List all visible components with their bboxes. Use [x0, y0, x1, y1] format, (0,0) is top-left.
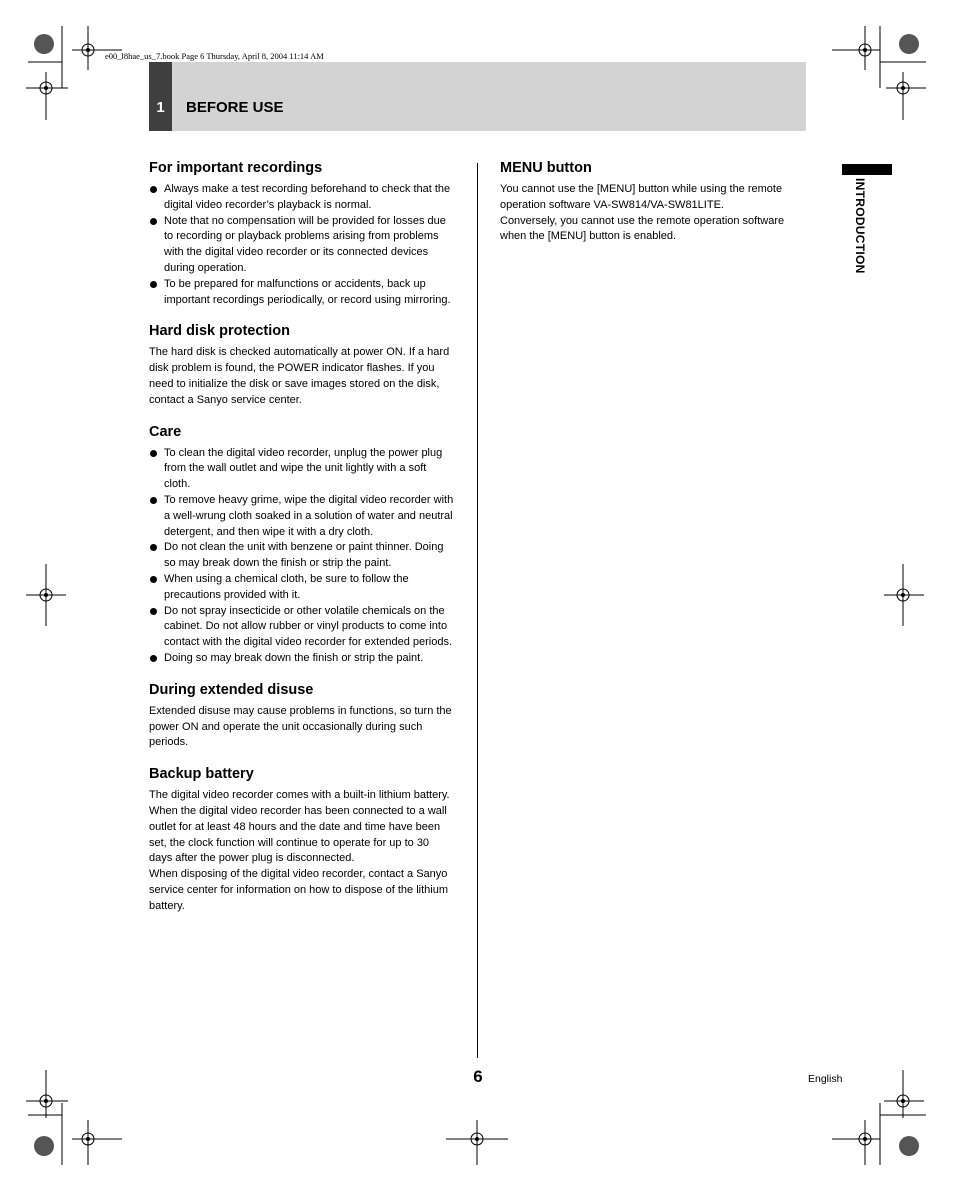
chapter-header-band [149, 62, 806, 131]
paragraph: Extended disuse may cause problems in functions, so turn the power ON and operate the unit occasionally during such periods. [149, 704, 452, 749]
paragraph: When disposing of the digital video recorder, contact a Sanyo service center for information on how to dispose of the lithium battery. [149, 868, 448, 912]
paragraph: Conversely, you cannot use the remote operation software when the [MENU] button is enabled. [500, 214, 785, 243]
bullet-icon [150, 655, 157, 662]
chapter-title: BEFORE USE [186, 99, 284, 116]
list-item: When using a chemical cloth, be sure to follow the precautions provided with it. [149, 572, 455, 604]
bullet-icon [150, 186, 157, 193]
list-item: Note that no compensation will be provided for losses due to recording or playback problems arising from problems with the digital video recorder or its connected devices during operation. [149, 214, 455, 277]
column-divider [477, 163, 478, 1058]
bullet-icon [150, 218, 157, 225]
list-item: To clean the digital video recorder, unplug the power plug from the wall outlet and wipe the unit lightly with a soft cloth. [149, 446, 455, 493]
section-menu-button [500, 159, 806, 245]
side-tab-bar [842, 164, 892, 175]
right-column [500, 159, 806, 259]
section-important-recordings [149, 159, 455, 308]
section-heading: For important recordings [149, 160, 323, 176]
bullet-list [149, 446, 455, 667]
section-heading: Hard disk protection [149, 323, 290, 340]
bullet-list [149, 182, 455, 308]
section-heading: Care [149, 423, 182, 440]
section-heading: Backup battery [149, 766, 254, 783]
section-heading: MENU button [500, 160, 592, 176]
bullet-icon [150, 608, 157, 615]
left-column [149, 159, 455, 928]
chapter-number: 1 [156, 99, 165, 116]
bullet-icon [150, 497, 157, 504]
file-info: e00_l8hae_us_7.book Page 6 Thursday, April 8, 2004 11:14 AM [105, 51, 324, 61]
side-tab-label: INTRODUCTION [853, 178, 867, 274]
list-item: Do not clean the unit with benzene or paint thinner. Doing so may break down the finish or strip the paint. [149, 540, 455, 572]
paragraph: The digital video recorder comes with a built-in lithium battery. When the digital video recorder has been connected to a wall outlet for at least 48 hours and the date and time have been set, the clock function will continue to operate for up to 30 days after the power plug is disconnected. [149, 789, 450, 865]
section-extended-disuse [149, 681, 455, 751]
list-item: To remove heavy grime, wipe the digital video recorder with a well-wrung cloth soaked in a solution of water and neutral detergent, and then wipe it with a dry cloth. [149, 493, 455, 540]
list-item: Do not spray insecticide or other volatile chemicals on the cabinet. Do not allow rubber or vinyl products to come into contact with the digital video recorder for extended periods. [149, 604, 455, 651]
bullet-icon [150, 544, 157, 551]
chapter-number-tab [149, 62, 172, 131]
paragraph: The hard disk is checked automatically at power ON. If a hard disk problem is found, the POWER indicator flashes. If you need to initialize the disk or save images stored on the disk, contact a Sanyo service center. [149, 346, 450, 406]
paragraph: You cannot use the [MENU] button while using the remote operation software VA-SW814/VA-SW81LITE. [500, 183, 783, 211]
list-item: Always make a test recording beforehand to check that the digital video recorder’s playback is normal. [149, 182, 455, 214]
list-item: To be prepared for malfunctions or accidents, back up important recordings periodically, or record using mirroring. [149, 277, 455, 309]
bullet-icon [150, 450, 157, 457]
bullet-icon [150, 281, 157, 288]
section-heading: During extended disuse [149, 681, 314, 698]
page-number: 6 [473, 1067, 483, 1086]
list-item: Doing so may break down the finish or strip the paint. [149, 651, 455, 667]
bullet-icon [150, 576, 157, 583]
section-care [149, 423, 455, 667]
footer-language: English [808, 1073, 843, 1085]
section-hard-disk-protection [149, 322, 455, 408]
section-backup-battery [149, 765, 455, 914]
